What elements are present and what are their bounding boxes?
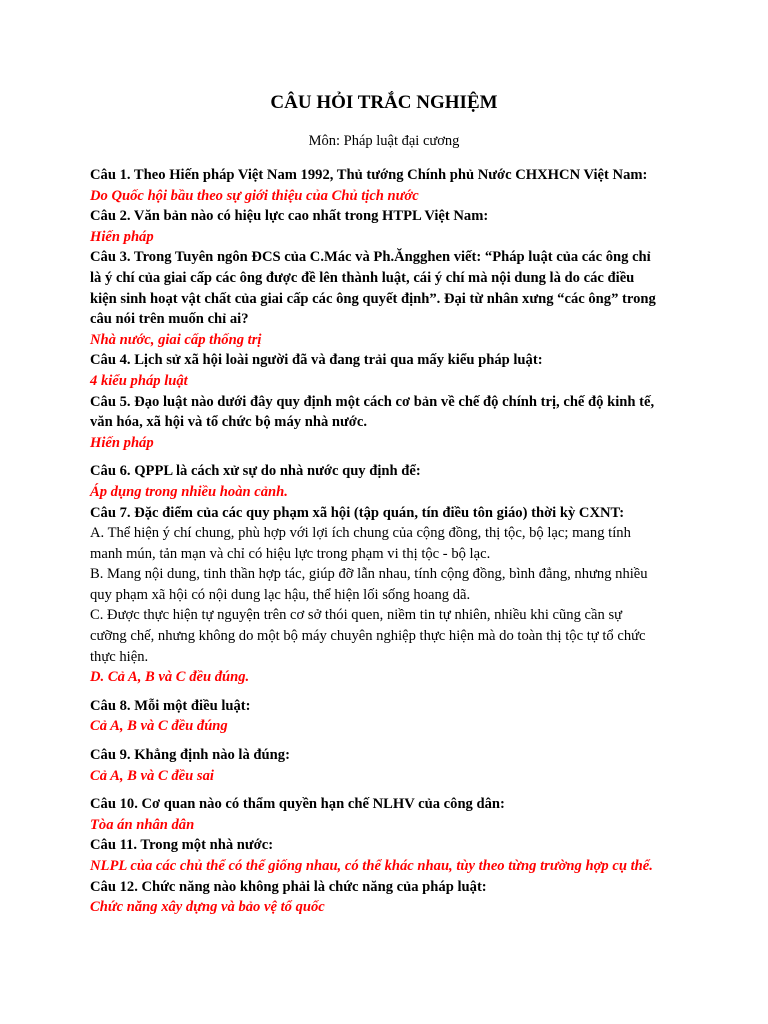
option-text: B. Mang nội dung, tinh thần hợp tác, giúp đỡ lẫn nhau, tính cộng đồng, bình đẳng, nhưng nhiều	[90, 566, 648, 583]
option-text: manh mún, tản mạn và chỉ có hiệu lực trong phạm vi thị tộc - bộ lạc.	[90, 545, 491, 562]
question-text: Câu 11. Trong một nhà nước:	[90, 837, 274, 854]
question-text: Câu 8. Mỗi một điều luật:	[90, 697, 251, 714]
option-text: thực hiện.	[90, 648, 149, 665]
answer-text: Cả A, B và C đều sai	[90, 767, 214, 784]
answer-text: Tòa án nhân dân	[90, 816, 195, 833]
answer-text: Hiến pháp	[90, 434, 154, 451]
question-text: Câu 9. Khẳng định nào là đúng:	[90, 747, 290, 764]
option-text: quy phạm xã hội có nội dung lạc hậu, thể hiện lối sống hoang dã.	[90, 586, 471, 603]
question-text: Câu 2. Văn bản nào có hiệu lực cao nhất trong HTPL Việt Nam:	[90, 208, 489, 225]
question-list	[90, 165, 690, 918]
answer-text: Cả A, B và C đều đúng	[90, 718, 228, 735]
question-text: Câu 3. Trong Tuyên ngôn ĐCS của C.Mác và Ph.Ăngghen viết: “Pháp luật của các ông chỉ	[90, 249, 651, 266]
option-text: cưỡng chế, nhưng không do một bộ máy chuyên nghiệp thực hiện mà do toàn thị tộc tự tổ chức	[90, 628, 646, 645]
question-text: văn hóa, xã hội và tổ chức bộ máy nhà nước.	[90, 414, 367, 431]
option-text: A. Thể hiện ý chí chung, phù hợp với lợi ích chung của cộng đồng, thị tộc, bộ lạc; mang tính	[90, 525, 631, 542]
question-text: Câu 5. Đạo luật nào dưới đây quy định một cách cơ bản về chế độ chính trị, chế độ kinh tế,	[90, 393, 655, 410]
answer-text: Hiến pháp	[90, 228, 154, 245]
answer-text: Áp dụng trong nhiều hoàn cảnh.	[90, 483, 288, 500]
question-text: Câu 1. Theo Hiến pháp Việt Nam 1992, Thủ tướng Chính phủ Nước CHXHCN Việt Nam:	[90, 167, 648, 183]
answer-text: NLPL của các chủ thể có thể giống nhau, có thể khác nhau, tùy theo từng trường hợp cụ thể.	[90, 858, 653, 874]
question-text: Câu 10. Cơ quan nào có thẩm quyền hạn chế NLHV của công dân:	[90, 796, 505, 813]
subject-subtitle: Môn: Pháp luật đại cương	[308, 133, 460, 149]
answer-text: Chức năng xây dựng và bảo vệ tổ quốc	[90, 899, 325, 916]
answer-text: 4 kiểu pháp luật	[90, 372, 188, 389]
option-text: C. Được thực hiện tự nguyện trên cơ sở thói quen, niềm tin tự nhiên, nhiều khi cũng cần sự	[90, 607, 623, 624]
question-text: kiện sinh hoạt vật chất của giai cấp các ông quyết định”. Đại từ nhân xưng “các ông” trong	[90, 290, 656, 307]
question-text: câu nói trên muốn chỉ ai?	[90, 311, 249, 328]
page-title: CÂU HỎI TRẮC NGHIỆM	[270, 92, 498, 113]
answer-text: Nhà nước, giai cấp thống trị	[90, 331, 262, 348]
question-text: Câu 12. Chức năng nào không phải là chức năng của pháp luật:	[90, 878, 487, 895]
answer-text: Do Quốc hội bầu theo sự giới thiệu của Chủ tịch nước	[90, 187, 419, 204]
question-text: là ý chí của giai cấp các ông được đề lên thành luật, cái ý chí mà nội dung là do các điều	[90, 269, 635, 286]
question-text: Câu 7. Đặc điểm của các quy phạm xã hội (tập quán, tín điều tôn giáo) thời kỳ CXNT:	[90, 504, 625, 521]
question-text: Câu 6. QPPL là cách xử sự do nhà nước quy định để:	[90, 463, 421, 480]
answer-text: D. Cả A, B và C đều đúng.	[90, 669, 250, 686]
question-text: Câu 4. Lịch sử xã hội loài người đã và đang trải qua mấy kiểu pháp luật:	[90, 352, 543, 369]
